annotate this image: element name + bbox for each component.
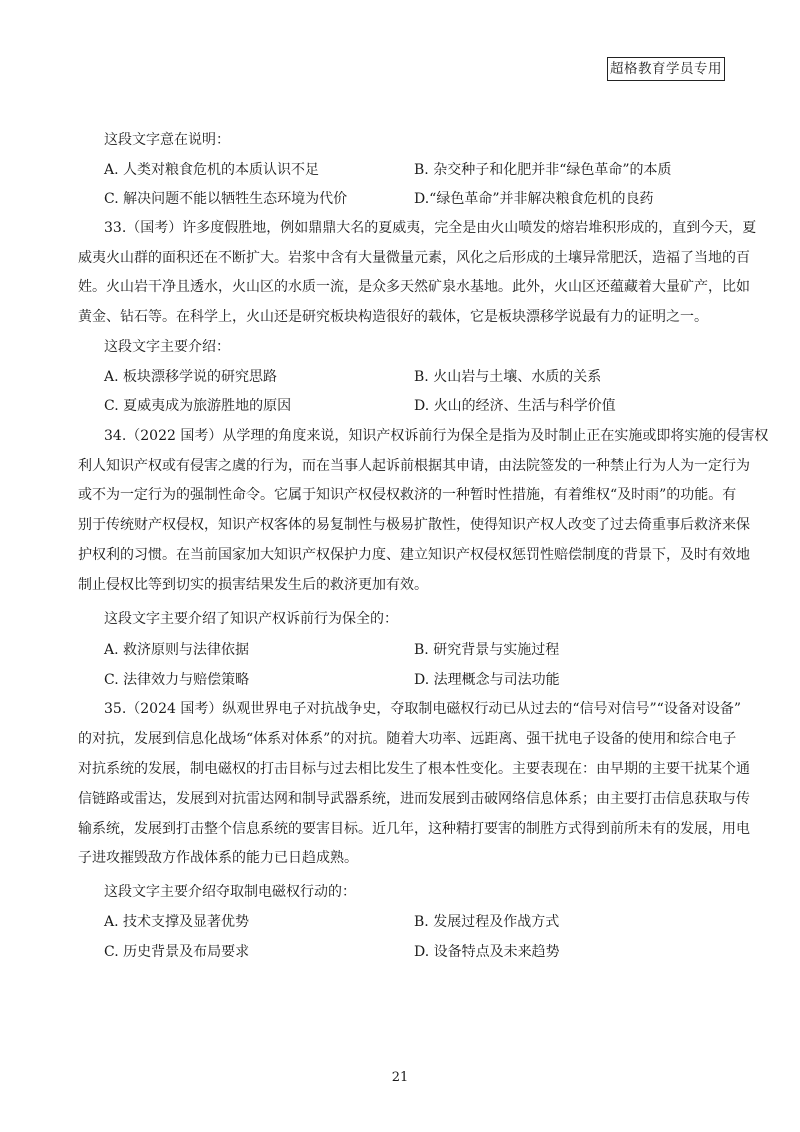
q35-passage-line: 对抗系统的发展，制电磁权的打击目标与过去相比发生了根本性变化。主要表现在：由早期的主要干扰某个通 xyxy=(78,761,750,777)
q35-option-b[interactable]: B. 发展过程及作战方式 xyxy=(414,914,560,930)
q33-passage-line: 黄金、钻石等。在科学上，火山还是研究板块构造很好的载体，它是板块漂移学说最有力的证明之一。 xyxy=(78,309,708,325)
q34-option-a[interactable]: A. 救济原则与法律依据 xyxy=(104,642,250,658)
page-number: 21 xyxy=(391,1070,409,1085)
q34-prompt: 这段文字主要介绍了知识产权诉前行为保全的： xyxy=(104,611,398,627)
q34-passage-line: 或不为一定行为的强制性命令。它属于知识产权侵权救济的一种暂时性措施，有着维权“及时雨”的功能。有 xyxy=(78,487,737,503)
q34-passage-line: 34.（2022 国考）从学理的角度来说，知识产权诉前行为保全是指为及时制止正在实施或即将实施的侵害权 xyxy=(104,428,769,444)
q35-option-c[interactable]: C. 历史背景及布局要求 xyxy=(104,944,250,960)
q35-passage-line: 输系统，发展到打击整个信息系统的要害目标。近几年，这种精打要害的制胜方式得到前所未有的发展，用电 xyxy=(78,821,750,837)
q32-option-c[interactable]: C. 解决问题不能以牺牲生态环境为代价 xyxy=(104,191,348,207)
q32-option-a[interactable]: A. 人类对粮食危机的本质认识不足 xyxy=(104,162,320,178)
q33-option-c[interactable]: C. 夏威夷成为旅游胜地的原因 xyxy=(104,398,292,414)
q33-prompt: 这段文字主要介绍： xyxy=(104,339,230,355)
q32-prompt: 这段文字意在说明： xyxy=(104,132,230,148)
q35-passage-line: 的对抗，发展到信息化战场“体系对体系”的对抗。随着大功率、远距离、强干扰电子设备的使用和综合电子 xyxy=(78,731,737,747)
q34-passage-line: 别于传统财产权侵权，知识产权客体的易复制性与极易扩散性，使得知识产权人改变了过去倚重事后救济来保 xyxy=(78,517,750,533)
q32-option-b[interactable]: B. 杂交种子和化肥并非“绿色革命”的本质 xyxy=(414,162,672,178)
q35-passage-line: 信链路或雷达，发展到对抗雷达网和制导武器系统，进而发展到击破网络信息体系；由主要打击信息获取与传 xyxy=(78,791,750,807)
q34-passage-line: 护权利的习惯。在当前国家加大知识产权保护力度、建立知识产权侵权惩罚性赔偿制度的背景下，及时有效地 xyxy=(78,547,750,563)
header-label-box: 超格教育学员专用 xyxy=(607,57,725,81)
q33-option-a[interactable]: A. 板块漂移学说的研究思路 xyxy=(104,369,278,385)
q34-option-d[interactable]: D. 法理概念与司法功能 xyxy=(414,672,560,688)
q35-option-d[interactable]: D. 设备特点及未来趋势 xyxy=(414,944,560,960)
q33-option-d[interactable]: D. 火山的经济、生活与科学价值 xyxy=(414,398,616,414)
q33-passage-line: 姓。火山岩干净且透水，火山区的水质一流，是众多天然矿泉水基地。此外，火山区还蕴藏着大量矿产，比如 xyxy=(78,279,750,295)
q34-option-c[interactable]: C. 法律效力与赔偿策略 xyxy=(104,672,250,688)
q35-passage-line: 子进攻摧毁敌方作战体系的能力已日趋成熟。 xyxy=(78,850,358,866)
q33-passage-line: 威夷火山群的面积还在不断扩大。岩浆中含有大量微量元素，风化之后形成的土壤异常肥沃，造福了当地的百 xyxy=(78,250,750,266)
q33-option-b[interactable]: B. 火山岩与土壤、水质的关系 xyxy=(414,369,602,385)
q35-passage-line: 35.（2024 国考）纵观世界电子对抗战争史，夺取制电磁权行动已从过去的“信号对信号”“设备对设备” xyxy=(104,701,741,717)
q35-prompt: 这段文字主要介绍夺取制电磁权行动的： xyxy=(104,884,356,900)
q35-option-a[interactable]: A. 技术支撑及显著优势 xyxy=(104,914,250,930)
q33-passage-line: 33.（国考）许多度假胜地，例如鼎鼎大名的夏威夷，完全是由火山喷发的熔岩堆积形成的，直到今天，夏 xyxy=(104,220,757,236)
q34-passage-line: 利人知识产权或有侵害之虞的行为，而在当事人起诉前根据其申请，由法院签发的一种禁止行为人为一定行为 xyxy=(78,458,750,474)
q34-passage-line: 制止侵权比等到切实的损害结果发生后的救济更加有效。 xyxy=(78,577,428,593)
q34-option-b[interactable]: B. 研究背景与实施过程 xyxy=(414,642,560,658)
q32-option-d[interactable]: D.“绿色革命”并非解决粮食危机的良药 xyxy=(414,191,654,207)
